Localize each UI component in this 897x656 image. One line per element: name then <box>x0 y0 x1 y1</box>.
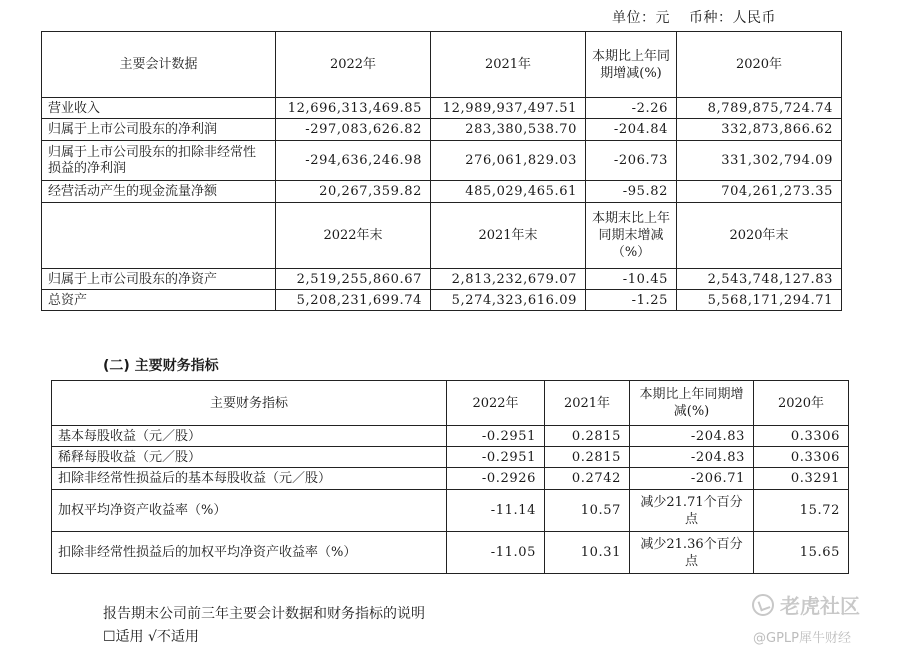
watermark-brand-text: 老虎社区 <box>780 594 860 618</box>
cell-value: -297,083,626.82 <box>276 119 431 141</box>
row-label: 归属于上市公司股东的净资产 <box>42 269 276 290</box>
cell-value: -95.82 <box>586 181 677 203</box>
cell-value: 减少21.36个百分点 <box>630 532 754 574</box>
row-label: 归属于上市公司股东的扣除非经常性损益的净利润 <box>42 141 276 181</box>
cell-value: 12,989,937,497.51 <box>431 98 586 119</box>
cell-value: 276,061,829.03 <box>431 141 586 181</box>
table-row <box>42 269 842 290</box>
main-financial-indicators-table <box>51 380 849 574</box>
cell-value: 0.3291 <box>754 468 849 490</box>
header-cell: 2022年末 <box>276 203 431 269</box>
header-cell: 2021年 <box>431 32 586 98</box>
section-title: (二) 主要财务指标 <box>103 358 219 374</box>
cell-value: 15.65 <box>754 532 849 574</box>
cell-value: 2,813,232,679.07 <box>431 269 586 290</box>
cell-value: -206.73 <box>586 141 677 181</box>
cell-value: 331,302,794.09 <box>677 141 842 181</box>
cell-value: 8,789,875,724.74 <box>677 98 842 119</box>
row-label: 稀释每股收益（元／股） <box>52 447 447 468</box>
table-row <box>42 181 842 203</box>
cell-value: 5,208,231,699.74 <box>276 290 431 311</box>
header-cell: 主要财务指标 <box>52 381 447 426</box>
header-cell: 2020年末 <box>677 203 842 269</box>
cell-value: -11.14 <box>447 490 545 532</box>
table-subheader-row <box>42 203 842 269</box>
main-accounting-data-table <box>41 31 842 311</box>
watermark-brand <box>752 590 860 619</box>
cell-value: -1.25 <box>586 290 677 311</box>
cell-value: -0.2926 <box>447 468 545 490</box>
table-row <box>42 290 842 311</box>
cell-value: 20,267,359.82 <box>276 181 431 203</box>
explanation-note: 报告期末公司前三年主要会计数据和财务指标的说明 <box>103 606 425 622</box>
cell-value: 0.2742 <box>545 468 630 490</box>
row-label: 经营活动产生的现金流量净额 <box>42 181 276 203</box>
cell-value: -10.45 <box>586 269 677 290</box>
table-header-row <box>42 32 842 98</box>
currency-label: 币种：人民币 <box>688 10 776 26</box>
cell-value: 332,873,866.62 <box>677 119 842 141</box>
tiger-logo-icon <box>752 594 774 616</box>
cell-value: 485,029,465.61 <box>431 181 586 203</box>
table-row <box>52 447 849 468</box>
header-cell: 2021年 <box>545 381 630 426</box>
unit-label: 单位：元 <box>612 10 670 26</box>
header-cell: 2022年 <box>276 32 431 98</box>
header-cell: 2022年 <box>447 381 545 426</box>
row-label: 扣除非经常性损益后的加权平均净资产收益率（%） <box>52 532 447 574</box>
table-row <box>52 426 849 447</box>
cell-value: -2.26 <box>586 98 677 119</box>
cell-value: 0.3306 <box>754 447 849 468</box>
table-row <box>52 532 849 574</box>
cell-value: -294,636,246.98 <box>276 141 431 181</box>
cell-value: -204.83 <box>630 447 754 468</box>
cell-value: 15.72 <box>754 490 849 532</box>
table-header-row <box>52 381 849 426</box>
row-label: 归属于上市公司股东的净利润 <box>42 119 276 141</box>
cell-value: 10.31 <box>545 532 630 574</box>
table-row <box>42 98 842 119</box>
row-label: 扣除非经常性损益后的基本每股收益（元／股） <box>52 468 447 490</box>
header-cell: 本期比上年同期增减(%) <box>630 381 754 426</box>
table-row <box>52 490 849 532</box>
cell-value: 2,543,748,127.83 <box>677 269 842 290</box>
header-cell: 2020年 <box>677 32 842 98</box>
unit-line <box>612 7 790 27</box>
table-row <box>42 141 842 181</box>
header-cell: 2020年 <box>754 381 849 426</box>
cell-value: 5,274,323,616.09 <box>431 290 586 311</box>
watermark-author: @GPLP犀牛财经 <box>753 631 851 646</box>
cell-value: 减少21.71个百分点 <box>630 490 754 532</box>
header-cell <box>42 203 276 269</box>
row-label: 基本每股收益（元／股） <box>52 426 447 447</box>
applicability-note: ☐适用 √不适用 <box>103 629 199 645</box>
cell-value: 283,380,538.70 <box>431 119 586 141</box>
cell-value: 12,696,313,469.85 <box>276 98 431 119</box>
cell-value: 10.57 <box>545 490 630 532</box>
cell-value: 0.2815 <box>545 447 630 468</box>
header-cell: 2021年末 <box>431 203 586 269</box>
cell-value: 0.2815 <box>545 426 630 447</box>
header-cell: 本期比上年同期增减(%) <box>586 32 677 98</box>
cell-value: -0.2951 <box>447 447 545 468</box>
table-row <box>52 468 849 490</box>
row-label: 总资产 <box>42 290 276 311</box>
header-cell: 本期末比上年同期末增减（%） <box>586 203 677 269</box>
cell-value: 704,261,273.35 <box>677 181 842 203</box>
cell-value: 5,568,171,294.71 <box>677 290 842 311</box>
cell-value: 2,519,255,860.67 <box>276 269 431 290</box>
cell-value: 0.3306 <box>754 426 849 447</box>
cell-value: -206.71 <box>630 468 754 490</box>
table-row <box>42 119 842 141</box>
row-label: 加权平均净资产收益率（%） <box>52 490 447 532</box>
cell-value: -11.05 <box>447 532 545 574</box>
cell-value: -204.83 <box>630 426 754 447</box>
row-label: 营业收入 <box>42 98 276 119</box>
cell-value: -0.2951 <box>447 426 545 447</box>
cell-value: -204.84 <box>586 119 677 141</box>
header-cell: 主要会计数据 <box>42 32 276 98</box>
